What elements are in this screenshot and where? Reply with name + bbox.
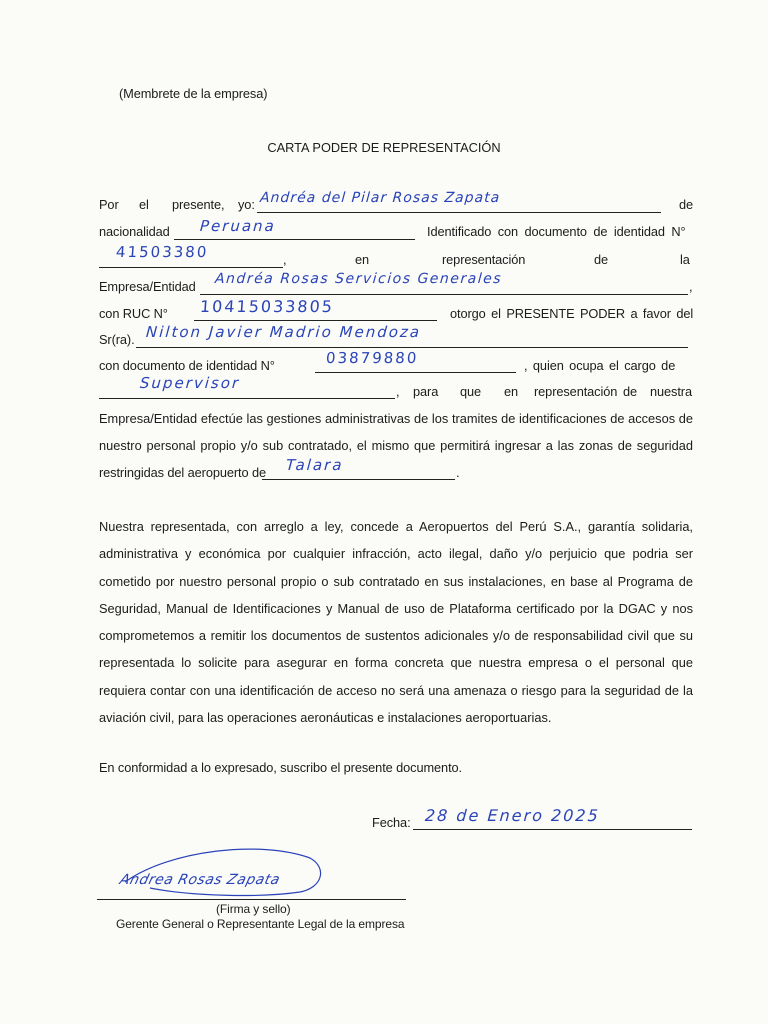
company-line [200,294,688,295]
airport-line [262,479,455,480]
body-line-9: Empresa/Entidad efectúe las gestiones administrativas de los tramites de identificaciones de accesos de [99,411,693,426]
airport-handwritten: Talara [285,456,345,474]
label-que: que [460,384,482,399]
label-otorgo: otorgo el PRESENTE PODER a favor del [450,306,694,321]
label-representacion: representación [442,252,526,267]
conformity-statement: En conformidad a lo expresado, suscribo el presente documento. [99,760,462,775]
label-de: de [623,384,638,399]
label-nuestra: nuestra [650,384,692,399]
date-label: Fecha: [372,815,411,830]
label-period: . [456,465,460,480]
nationality-line [174,239,415,240]
rep-dni-handwritten: 03879880 [325,349,419,367]
body-line-10: nuestro personal propio y/o sub contratado, el mismo que permitirá ingresar a las zonas de seguridad [99,438,693,453]
ruc-handwritten: 10415033805 [199,297,335,316]
label-por: Por [99,197,119,212]
representative-handwritten: Nilton Javier Madrio Mendoza [145,323,422,341]
representative-line [136,347,688,348]
rep-dni-line [315,372,516,373]
nationality-handwritten: Peruana [199,217,277,235]
label-aeropuerto: restringidas del aeropuerto de [99,465,267,480]
letterhead: (Membrete de la empresa) [119,86,268,101]
firma-label: (Firma y sello) [216,902,291,916]
label-el: el [139,197,149,212]
label-presente: presente, [172,197,225,212]
label-para: para [413,384,439,399]
label-empresa: Empresa/Entidad [99,279,196,294]
signature-handwritten: Andrea Rosas Zapata [118,872,282,888]
label-comma: , [396,384,400,399]
label-nacionalidad: nacionalidad [99,224,170,239]
label-yo: yo: [238,197,255,212]
dni-line [99,267,283,268]
label-cargo: , quien ocupa el cargo de [524,358,676,373]
position-handwritten: Supervisor [139,374,241,392]
label-comma: , [283,252,287,267]
label-la: la [680,252,690,267]
label-en: en [355,252,370,267]
label-en: en [504,384,519,399]
liability-paragraph: Nuestra representada, con arreglo a ley, concede a Aeropuertos del Perú S.A., garantía solidaria, administrativa y económica por cualquier infracción, acto ilegal, daño y/o perjuicio que podria ser cometido por nuestro personal propio o sub contratado en sus instalaciones, en base al Programa de Seguridad, Manual de Identificaciones y Manual de uso de Plataforma certificado por la DGAC y nos comprometemos a remitir los documentos de sustentos adicionales y/o de responsabilidad civil que su representada lo solicite para asegurar en forma concreta que nuestra empresa o el personal que requiera contar con una identificación de acceso no será una amenaza o riesgo para la seguridad de la aviación civil, para las operaciones aeronáuticas e instalaciones aeroportuarias. [99,519,693,726]
label-de: de [679,197,694,212]
name-handwritten: Andréa del Pilar Rosas Zapata [259,190,501,206]
dni-handwritten: 41503380 [115,243,209,261]
label-ruc: con RUC N° [99,306,168,321]
document-title: CARTA PODER DE REPRESENTACIÓN [267,140,501,155]
label-representacion: representación [534,384,618,399]
label-de: de [594,252,609,267]
label-sr: Sr(ra). [99,332,135,347]
name-line [257,212,661,213]
label-identificado: Identificado con documento de identidad N° [427,224,686,239]
ruc-line [194,320,437,321]
label-documento: con documento de identidad N° [99,358,275,373]
date-line [413,829,692,830]
date-handwritten: 28 de Enero 2025 [424,806,601,825]
position-line [99,398,395,399]
signature-line [97,899,406,900]
label-comma: , [689,279,693,294]
role-label: Gerente General o Representante Legal de la empresa [116,917,405,931]
company-handwritten: Andréa Rosas Servicios Generales [214,271,503,287]
